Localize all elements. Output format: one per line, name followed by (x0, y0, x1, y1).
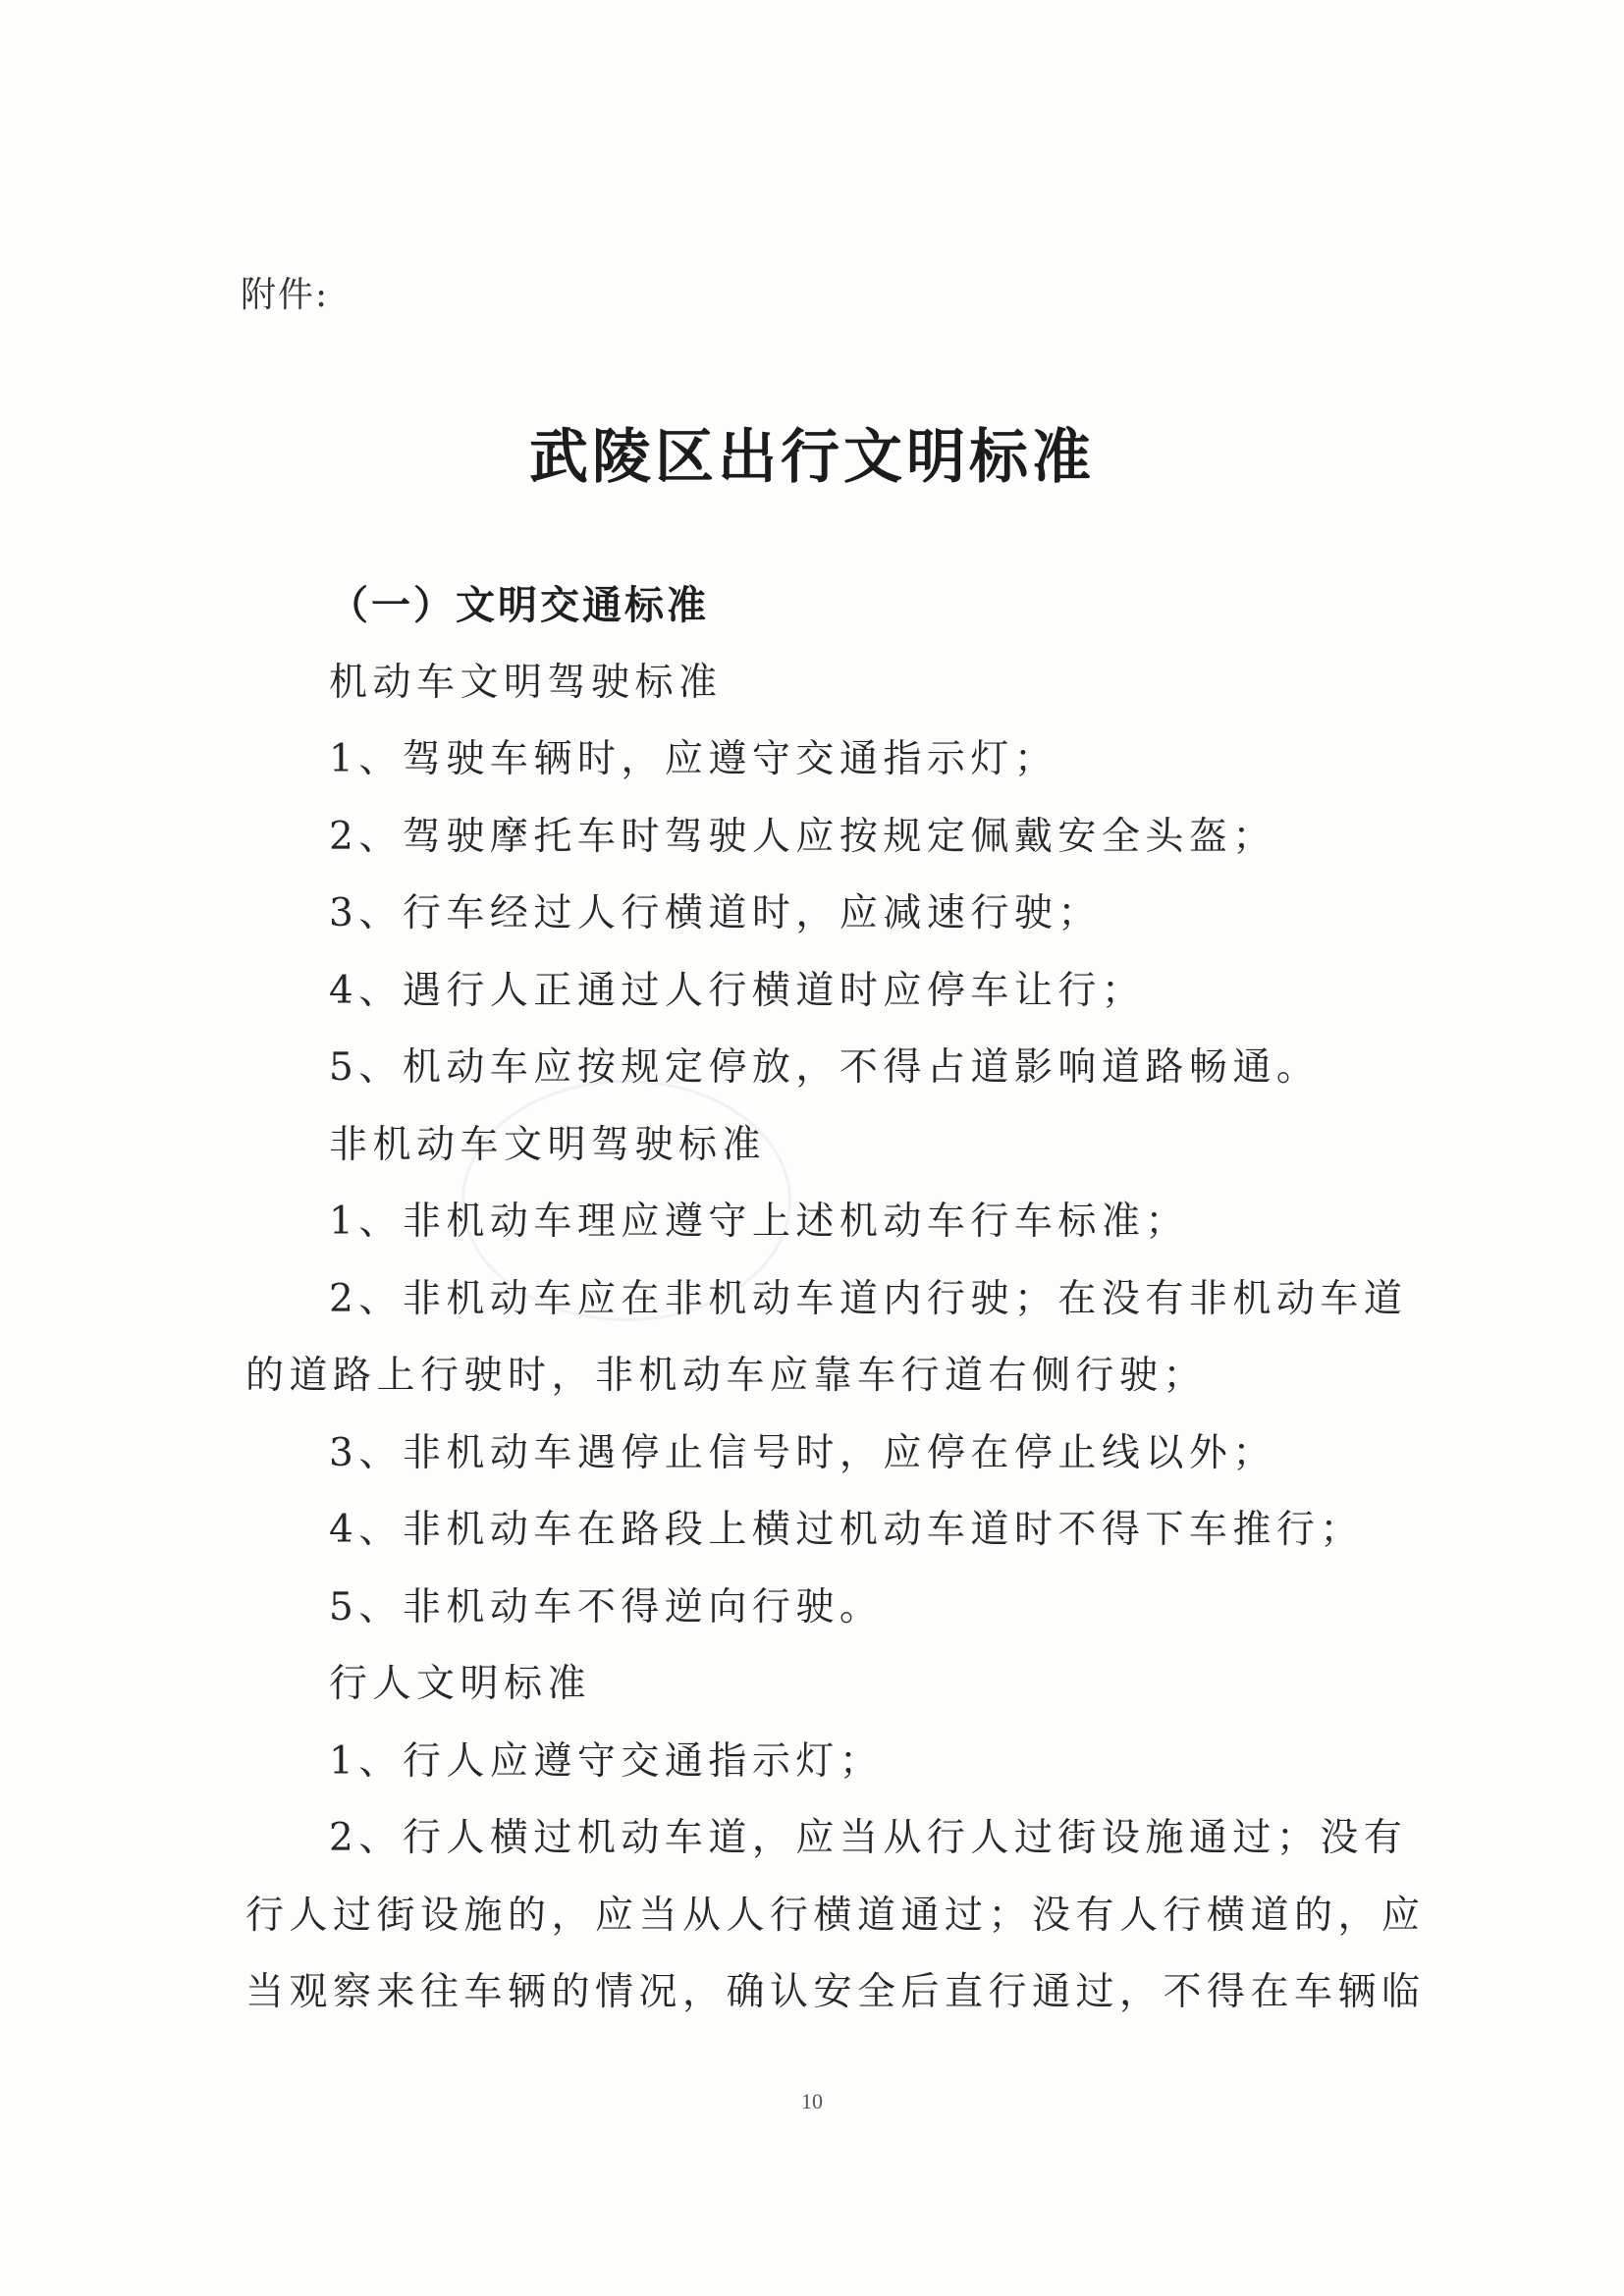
nonmotor-item-1: 1、非机动车理应遵守上述机动车行车标准； (329, 1200, 1189, 1244)
nonmotor-item-5: 5、非机动车不得逆向行驶。 (329, 1584, 884, 1629)
pedestrian-item-2-line-3: 当观察来往车辆的情况，确认安全后直行通过，不得在车辆临 (245, 1970, 1426, 2014)
nonmotor-heading: 非机动车文明驾驶标准 (329, 1122, 767, 1167)
motor-item-4: 4、遇行人正通过人行横道时应停车让行； (329, 968, 1146, 1013)
document-body (245, 567, 1426, 2032)
motor-heading: 机动车文明驾驶标准 (329, 660, 723, 705)
pedestrian-item-2-line-2: 行人过街设施的，应当从人行横道通过；没有人行横道的，应 (245, 1893, 1426, 1938)
pedestrian-heading: 行人文明标准 (329, 1662, 592, 1706)
nonmotor-item-2-line-2: 的道路上行驶时，非机动车应靠车行道右侧行驶； (245, 1354, 1208, 1398)
motor-item-1: 1、驾驶车辆时，应遵守交通指示灯； (329, 737, 1058, 781)
pedestrian-item-1: 1、行人应遵守交通指示灯； (329, 1738, 884, 1784)
page-number: 10 (801, 2089, 823, 2113)
motor-item-5: 5、机动车应按规定停放，不得占道影响道路畅通。 (329, 1045, 1321, 1090)
nonmotor-item-2-line-1: 2、非机动车应在非机动车道内行驶；在没有非机动车道 (329, 1276, 1408, 1321)
motor-item-2: 2、驾驶摩托车时驾驶人应按规定佩戴安全头盔； (329, 814, 1276, 859)
document-title: 武陵区出行文明标准 (529, 423, 1095, 492)
section-heading: （一）文明交通标准 (329, 582, 709, 628)
nonmotor-item-3: 3、非机动车遇停止信号时，应停在停止线以外； (329, 1430, 1276, 1475)
motor-item-3: 3、行车经过人行横道时，应减速行驶； (329, 891, 1102, 935)
attachment-label: 附件: (241, 275, 330, 315)
nonmotor-item-4: 4、非机动车在路段上横过机动车道时不得下车推行； (329, 1508, 1364, 1552)
pedestrian-item-2-line-1: 2、行人横过机动车道，应当从行人过街设施通过；没有 (329, 1816, 1408, 1860)
